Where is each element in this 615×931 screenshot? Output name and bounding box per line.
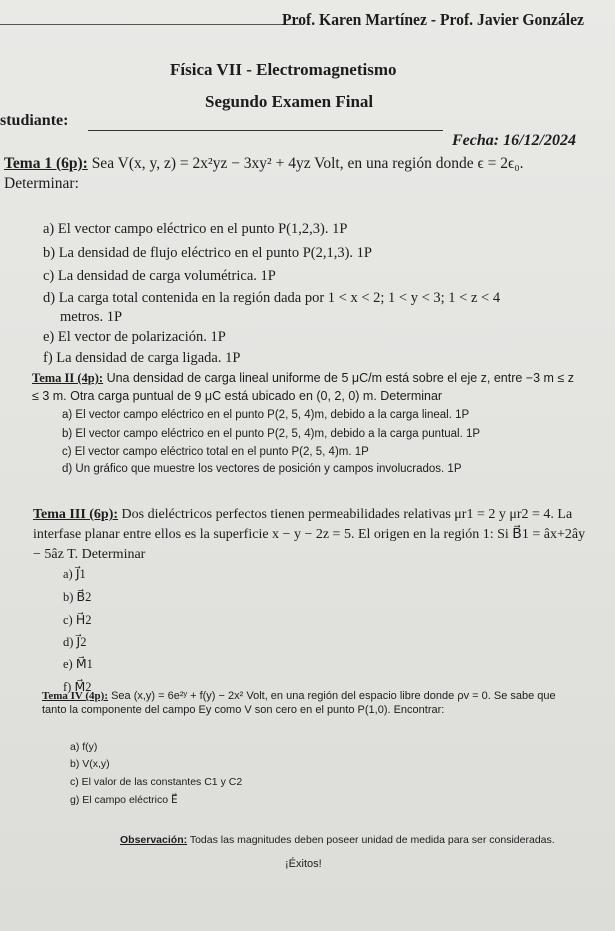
tema4-title: Tema IV (4p): — [42, 690, 109, 702]
tema3-item-a: a) J⃗1 — [63, 567, 86, 581]
tema1-item-f: f) La densidad de carga ligada. 1P — [43, 350, 241, 366]
tema1-item-e: e) El vector de polarización. 1P — [43, 329, 226, 345]
tema3-title: Tema III (6p): — [33, 507, 119, 522]
tema2-statement-block — [32, 369, 577, 405]
tema4-statement-block — [42, 689, 562, 717]
tema4-item-g: g) El campo eléctrico E⃗ — [70, 794, 178, 806]
tema1-item-d-cont: metros. 1P — [60, 309, 123, 325]
exam-title: Segundo Examen Final — [205, 92, 374, 111]
tema1-item-b: b) La densidad de flujo eléctrico en el punto P(2,1,3). 1P — [43, 245, 372, 261]
tema3-item-b: b) B⃗2 — [63, 590, 92, 604]
tema3-statement-block — [33, 505, 588, 565]
tema4-item-c: c) El valor de las constantes C1 y C2 — [70, 776, 243, 788]
tema4-item-a: a) f(y) — [70, 741, 98, 753]
tema1-statement-block — [4, 154, 574, 194]
tema3-item-e: e) M⃗1 — [63, 657, 93, 671]
student-label: studiante: — [0, 112, 69, 129]
tema4-item-b: b) V(x,y) — [70, 758, 110, 770]
tema2-item-b: b) El vector campo eléctrico en el punto P(2, 5, 4)m, debido a la carga puntual. 1P — [62, 428, 481, 440]
professors-line: Prof. Karen Martínez - Prof. Javier González — [282, 10, 585, 29]
tema1-title: Tema 1 (6p): — [4, 155, 88, 172]
tema1-statement: Sea V(x, y, z) = 2x²yz − 3xy² + 4yz Volt, en una región donde ϵ = 2ϵ₀. Determinar: — [4, 155, 524, 192]
tema2-title: Tema II (4p): — [32, 371, 104, 385]
tema2-statement: Una densidad de carga lineal uniforme de 5 μC/m está sobre el eje z, entre −3 m ≤ z ≤ 3 m. Otra carga puntual de 9 μC está ubicado en (0, 2, 0) m. Determinar — [32, 371, 575, 403]
tema3-item-f: f) M⃗2 — [63, 680, 92, 694]
course-title: Física VII - Electromagnetismo — [170, 60, 397, 79]
top-divider — [0, 24, 300, 25]
tema2-item-d: d) Un gráfico que muestre los vectores de posición y campos involucrados. 1P — [62, 463, 462, 475]
observation-label: Observación: — [120, 834, 188, 846]
tema2-item-c: c) El vector campo eléctrico total en el punto P(2, 5, 4)m. 1P — [62, 446, 369, 458]
tema3-item-d: d) J⃗2 — [63, 635, 87, 649]
observation-text: Todas las magnitudes deben poseer unidad de medida para ser consideradas. — [189, 834, 555, 846]
observation-note — [120, 834, 555, 846]
tema3-item-c: c) H⃗2 — [63, 613, 92, 627]
closing-exitos: ¡Éxitos! — [285, 858, 322, 870]
tema3-statement: Dos dieléctricos perfectos tienen permeabilidades relativas μr1 = 2 y μr2 = 4. La interfase planar entre ellos es la superficie x − y − 2z = 5. El origen en la región 1: Si B⃗1 = âx+2ây − 5âz T. Determinar — [33, 507, 586, 562]
tema4-statement: Sea (x,y) = 6e²ʸ + f(y) − 2x² Volt, en una región del espacio libre donde ρv = 0. Se sabe que tanto la componente del campo Ey como V son cero en el punto P(1,0). Encontrar: — [42, 690, 556, 716]
exam-date: Fecha: 16/12/2024 — [452, 132, 576, 149]
student-name-line — [88, 130, 443, 131]
tema1-item-d: d) La carga total contenida en la región dada por 1 < x < 2; 1 < y < 3; 1 < z < 4 — [43, 290, 501, 306]
tema1-item-a: a) El vector campo eléctrico en el punto P(1,2,3). 1P — [43, 221, 348, 237]
tema1-item-c: c) La densidad de carga volumétrica. 1P — [43, 268, 276, 284]
tema2-item-a: a) El vector campo eléctrico en el punto P(2, 5, 4)m, debido a la carga lineal. 1P — [62, 409, 470, 421]
